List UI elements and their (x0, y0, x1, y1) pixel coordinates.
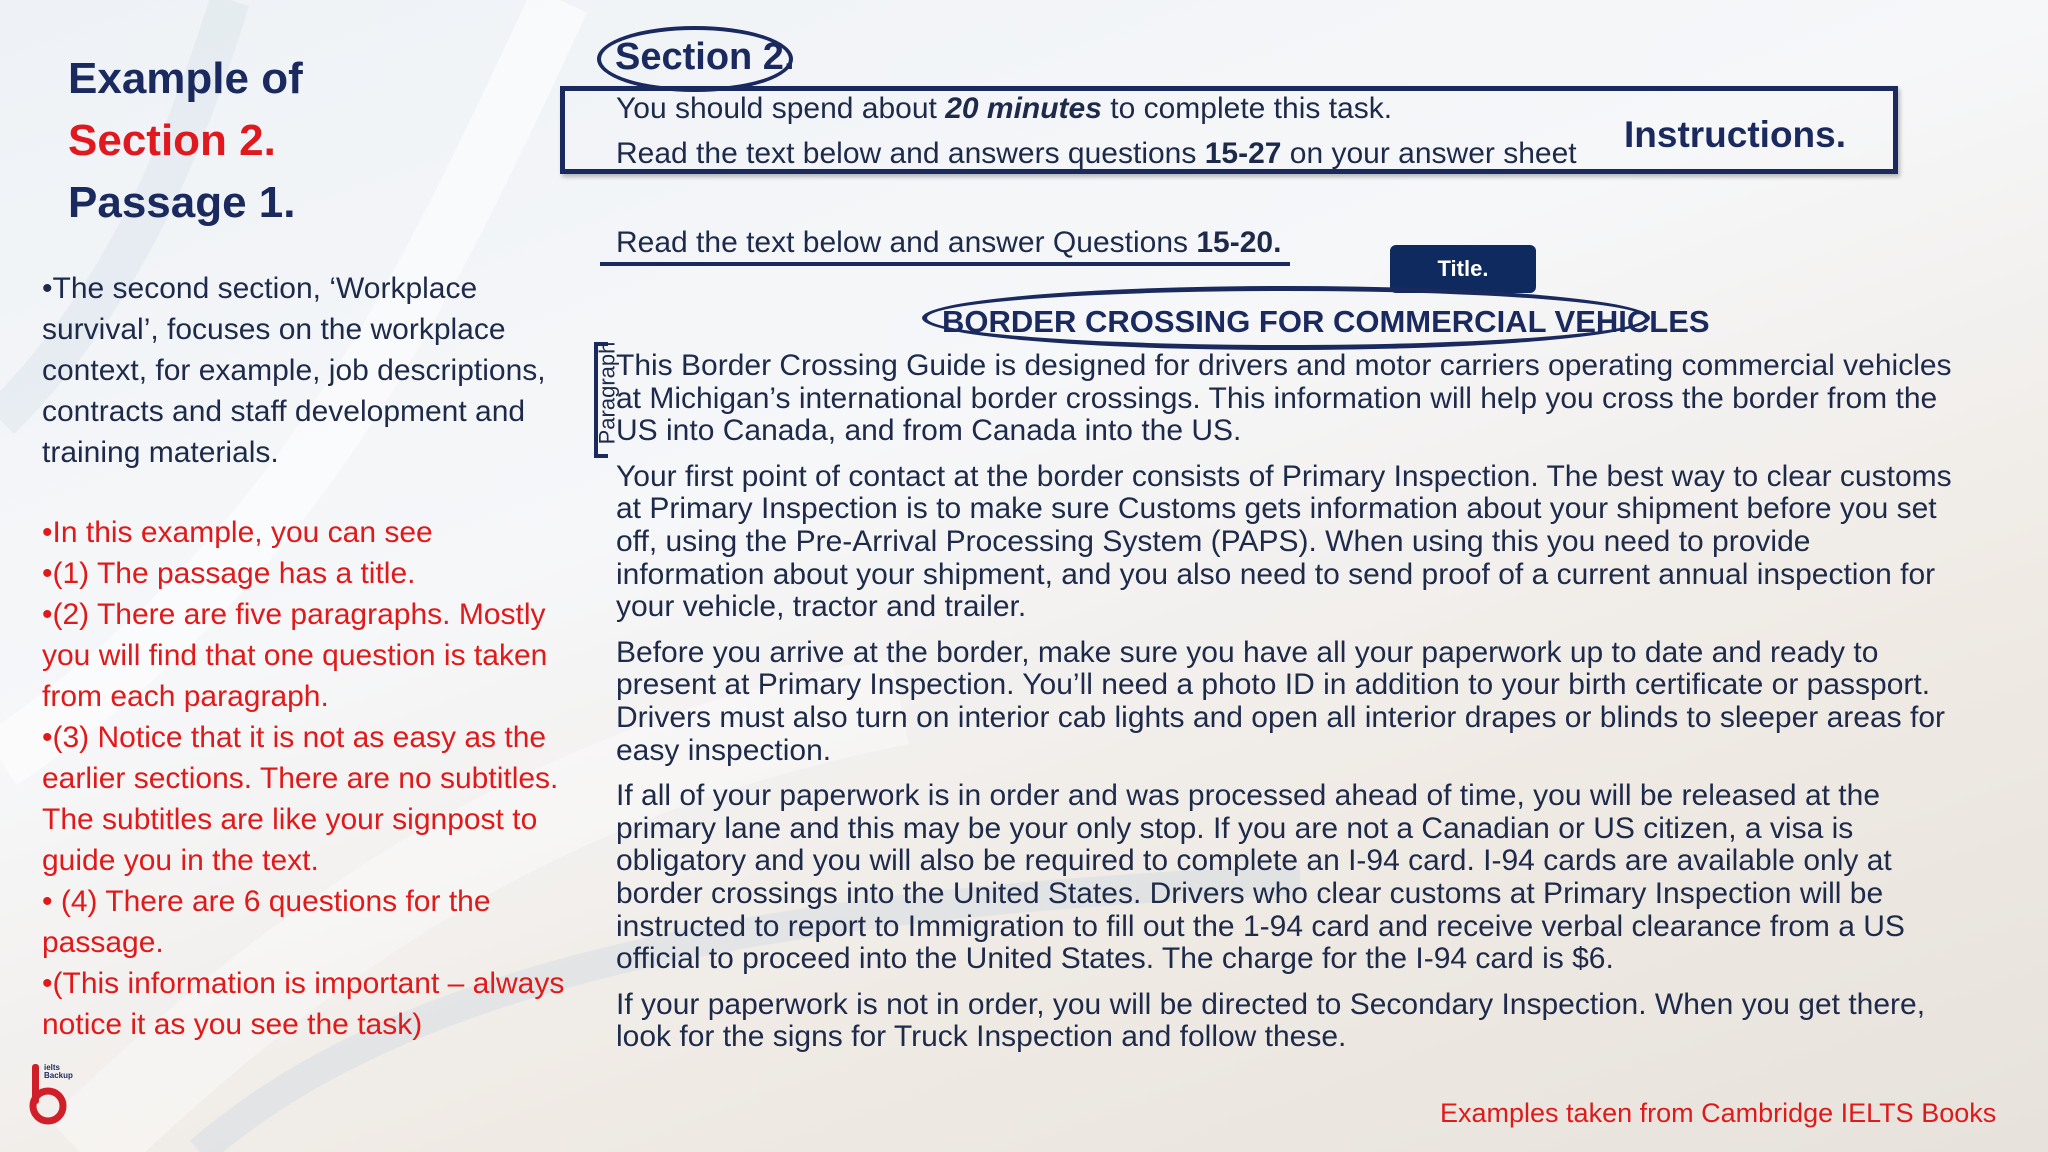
questions-underline (600, 262, 1290, 266)
questions-range: 15-20. (1196, 226, 1282, 259)
note-item: •(1) The passage has a title. (42, 557, 416, 590)
logo-text-2: Backup (44, 1071, 73, 1080)
passage-paragraph: Before you arrive at the border, make sure you have all your paperwork up to date and ready to present at Primary Inspection. You’ll need a photo ID in addition to your birth certificate or passport. Drivers must also turn on interior cab lights and open all interior drapes or blinds to sleeper areas for easy inspection. (616, 635, 1945, 767)
section-description: •The second section, ‘Workplace survival’, focuses on the workplace context, for example, job descriptions, contracts and staff development and training materials. (42, 272, 546, 469)
passage-title: BORDER CROSSING FOR COMMERCIAL VEHICLES (942, 304, 1710, 339)
passage-paragraph: This Border Crossing Guide is designed for drivers and motor carriers operating commercial vehicles at Michigan’s international border crossings. This information will help you cross the border from the US into Canada, and from Canada into the US. (616, 349, 1952, 448)
section-heading: Section 2. (615, 36, 795, 78)
note-item: •(This information is important – always notice it as you see the task) (42, 967, 565, 1041)
title-tag: Title. (1390, 245, 1536, 293)
instructions-range: 15-27 (1204, 137, 1282, 170)
note-item: •In this example, you can see (42, 516, 433, 549)
paragraph-label: Paragraph (594, 341, 620, 445)
instructions-line-1 (616, 92, 1392, 126)
notes-list (42, 512, 582, 1045)
passage-paragraph: If all of your paperwork is in order and was processed ahead of time, you will be released at the primary lane and this may be your only stop. If you are not a Canadian or US citizen, a visa is obligatory and you will also be required to complete an I-94 card. I-94 cards are available only at border crossings into the United States. Drivers who clear customs at Primary Inspection will be instructed to report to Immigration to fill out the 1-94 card and receive verbal clearance from a US official to proceed into the United States. The charge for the I-94 card is $6. (616, 779, 1905, 976)
slide-title-line3: Passage 1. (68, 178, 296, 227)
passage-body (616, 350, 1956, 1067)
source-footnote: Examples taken from Cambridge IELTS Books (1440, 1098, 1997, 1128)
instructions-label: Instructions. (1624, 114, 1847, 155)
note-item: •(3) Notice that it is not as easy as the earlier sections. There are no subtitles. The subtitles are like your signpost to guide you in the text. (42, 721, 559, 877)
instructions-text: on your answer sheet (1281, 137, 1577, 170)
slide-title-line2: Section 2. (68, 116, 276, 165)
passage-paragraph: Your first point of contact at the border consists of Primary Inspection. The best way to clear customs at Primary Inspection is to make sure Customs gets information about your shipment before you set off, using the Pre-Arrival Processing System (PAPS). When using this you need to provide information about your shipment, and you also need to send proof of a current annual inspection for your vehicle, tractor and trailer. (616, 459, 1952, 624)
instructions-text: Read the text below and answers questions (616, 137, 1205, 170)
questions-text: Read the text below and answer Questions (616, 226, 1197, 259)
instructions-time: 20 minutes (945, 92, 1102, 125)
ielts-backup-logo (26, 1058, 86, 1128)
slide-title (68, 48, 303, 234)
slide-title-line1: Example of (68, 54, 303, 103)
note-item: •(2) There are five paragraphs. Mostly you will find that one question is taken from each paragraph. (42, 598, 548, 713)
instructions-text: to complete this task. (1101, 92, 1393, 125)
instructions-text: You should spend about (616, 92, 946, 125)
logo-text-1: ielts (44, 1063, 61, 1072)
passage-paragraph: If your paperwork is not in order, you will be directed to Secondary Inspection. When you get there, look for the signs for Truck Inspection and follow these. (616, 987, 1926, 1054)
note-item: • (4) There are 6 questions for the passage. (42, 885, 491, 959)
instructions-line-2 (616, 137, 1577, 171)
questions-instruction (616, 226, 1281, 260)
